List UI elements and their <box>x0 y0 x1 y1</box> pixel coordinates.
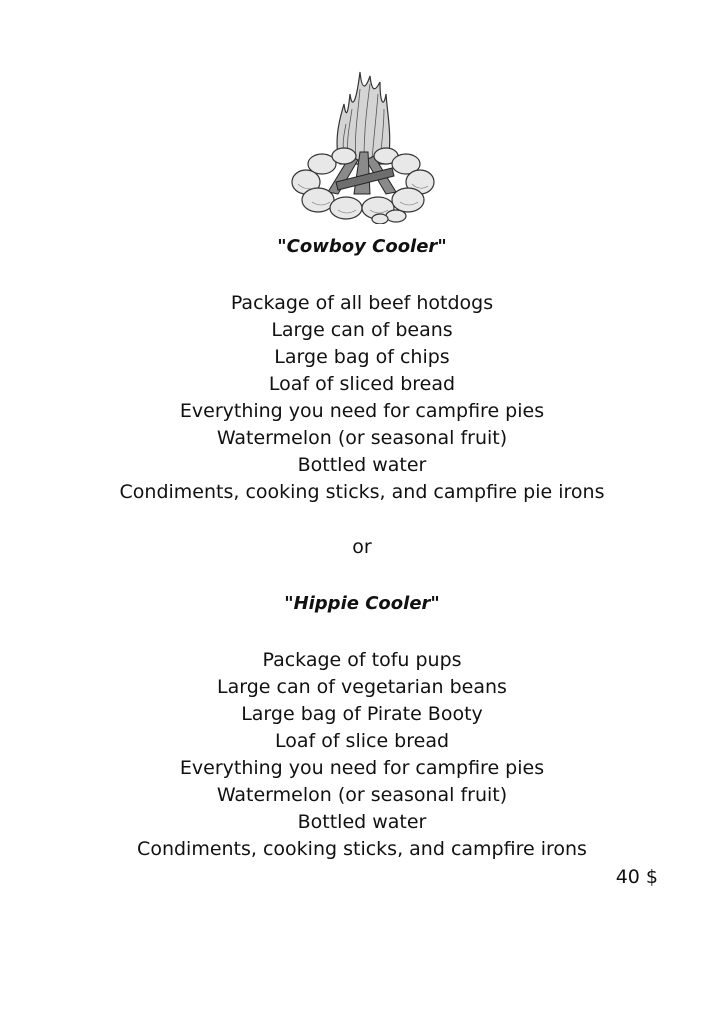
hippie-cooler-title: "Hippie Cooler" <box>284 593 440 614</box>
list-item: Loaf of sliced bread <box>268 373 456 395</box>
list-item: Package of tofu pups <box>262 649 462 671</box>
price-label: 40 $ <box>615 866 658 888</box>
list-item: Watermelon (or seasonal fruit) <box>216 427 508 449</box>
list-item: Large can of beans <box>271 319 453 341</box>
list-item: Loaf of slice bread <box>274 730 450 752</box>
campfire-icon <box>288 64 438 224</box>
list-item: Condiments, cooking sticks, and campfire pie irons <box>119 481 605 503</box>
list-item: Everything you need for campfire pies <box>179 757 545 779</box>
list-item: Large can of vegetarian beans <box>217 676 507 698</box>
cooler-menu <box>0 232 724 863</box>
list-item: Everything you need for campfire pies <box>179 400 545 422</box>
list-item: Bottled water <box>297 811 427 833</box>
cowboy-cooler-items <box>0 290 724 506</box>
list-item: Bottled water <box>297 454 427 476</box>
list-item: Condiments, cooking sticks, and campfire irons <box>137 838 587 860</box>
separator-text: or <box>352 536 372 558</box>
list-item: Large bag of Pirate Booty <box>241 703 483 725</box>
list-item: Watermelon (or seasonal fruit) <box>216 784 508 806</box>
cowboy-cooler-title: "Cowboy Cooler" <box>277 236 447 257</box>
hippie-cooler-items <box>0 647 724 863</box>
list-item: Package of all beef hotdogs <box>230 292 494 314</box>
list-item: Large bag of chips <box>274 346 450 368</box>
